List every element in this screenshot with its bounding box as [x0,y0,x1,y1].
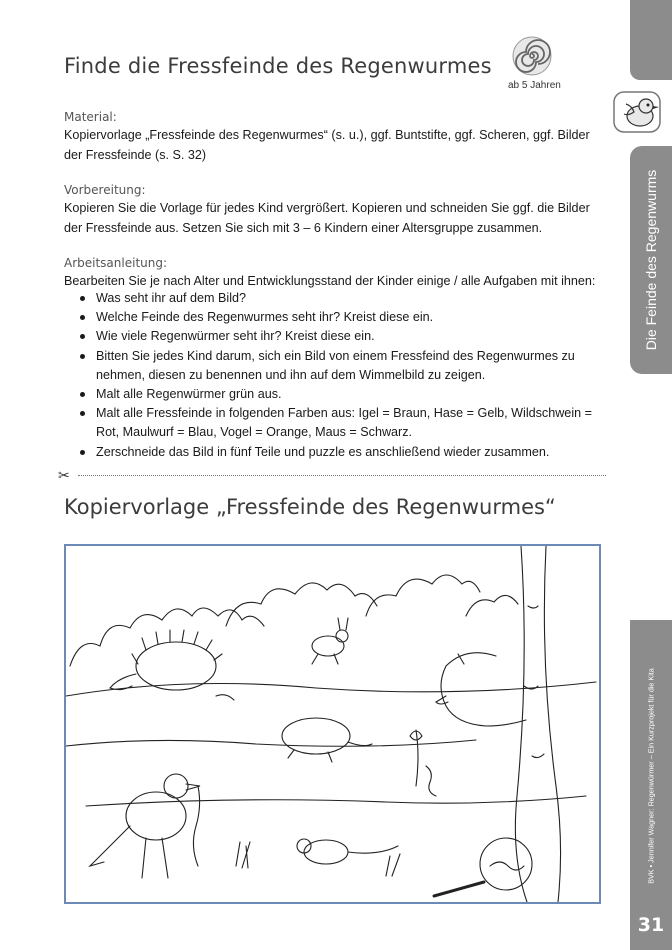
age-badge [508,36,561,91]
list-item: Zerschneide das Bild in fünf Teile und puzzle es anschließend wieder zusammen. [78,443,598,462]
scissors-icon: ✂ [58,467,70,483]
cut-line [58,467,606,481]
footer-credit: BVK • Jennifer Wagner: Regenwürmer – Ein Kurzprojekt für die Kita [646,668,656,884]
list-item: Wie viele Regenwürmer seht ihr? Kreist diese ein. [78,327,598,346]
list-item: Was seht ihr auf dem Bild? [78,289,598,308]
page-number: 31 [637,914,665,936]
list-item: Bitten Sie jedes Kind darum, sich ein Bild von einem Fressfeind des Regenwurmes zu nehmen, diesen zu benennen und ihn auf dem Wimmelbild zu zeigen. [78,347,598,385]
chapter-label: Die Feinde des Regenwurms [643,169,659,351]
scene-drawing [66,546,599,902]
list-item: Malt alle Fressfeinde in folgenden Farben aus: Igel = Braun, Hase = Gelb, Wildschwein = Rot, Maulwurf = Blau, Vogel = Orange, Maus = Schwarz. [78,404,598,442]
preparation-text: Kopieren Sie die Vorlage für jedes Kind vergrößert. Kopieren und schneiden Sie ggf. die Bilder der Fressfeinde aus. Setzen Sie sich mit 3 – 6 Kindern einer Altersgruppe zusammen. [64,201,590,235]
bird-icon [612,90,662,134]
dotted-line [78,475,606,476]
template-title: Kopiervorlage „Fressfeinde des Regenwurmes“ [64,495,556,519]
instructions-list [78,289,598,462]
spiral-icon [512,36,552,76]
material-heading: Material: [64,110,117,124]
worksheet-illustration [64,544,601,904]
instructions-intro: Bearbeiten Sie je nach Alter und Entwicklungsstand der Kinder einige / alle Aufgaben mit ihnen: [64,274,596,288]
instructions-heading: Arbeitsanleitung: [64,256,168,270]
material-text: Kopiervorlage „Fressfeinde des Regenwurmes“ (s. u.), ggf. Buntstifte, ggf. Scheren, ggf. Bilder der Fressfeinde (s. S. 32) [64,128,590,162]
age-label: ab 5 Jahren [508,80,561,91]
preparation-heading: Vorbereitung: [64,183,146,197]
list-item: Malt alle Regenwürmer grün aus. [78,385,598,404]
side-tab-top [630,0,672,80]
list-item: Welche Feinde des Regenwurmes seht ihr? Kreist diese ein. [78,308,598,327]
page-title: Finde die Fressfeinde des Regenwurmes [64,54,492,78]
